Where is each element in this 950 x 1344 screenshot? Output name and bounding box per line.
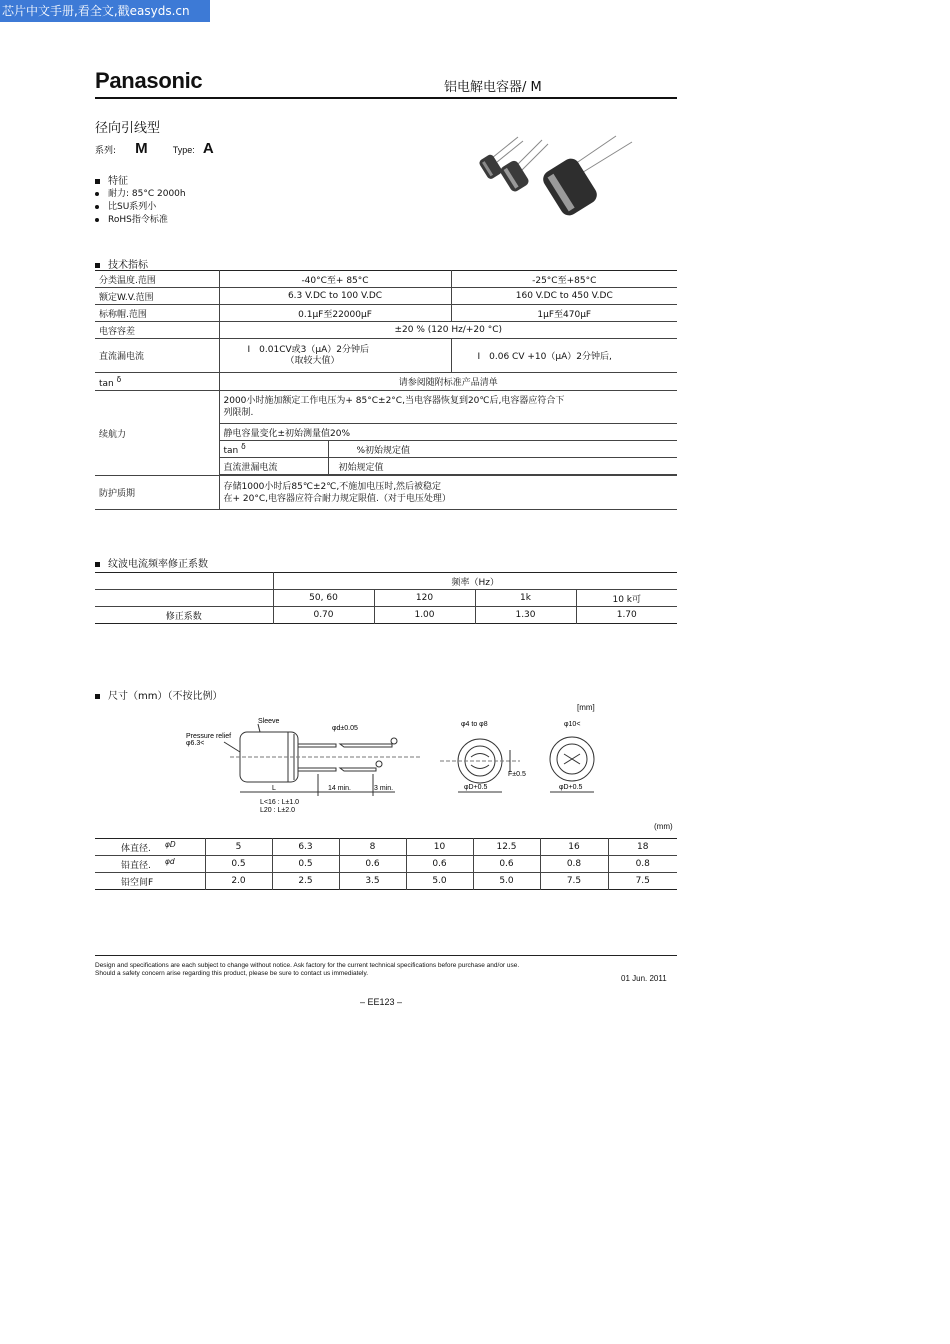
row-label: 直流漏电流 — [95, 339, 219, 373]
label-phi10: φ10< — [564, 721, 581, 728]
row-label: tan $^\delta$ — [95, 373, 219, 391]
cell-value: 160 V.DC to 450 V.DC — [451, 288, 677, 305]
cell-value: 6.3 — [272, 839, 339, 856]
cell-value: -25°C至+85°C — [451, 271, 677, 288]
cell-value: 0.5 — [205, 856, 272, 873]
label-pitch: F±0.5 — [508, 771, 526, 778]
features-section — [95, 175, 186, 227]
cell-value: 18 — [608, 839, 677, 856]
endurance-subtable — [220, 391, 678, 475]
cell-value: 初始规定值 — [328, 458, 677, 475]
table-row — [95, 288, 677, 305]
label-lrule1: L<16 : L±1.0 — [260, 799, 300, 806]
label-phi-range: φ4 to φ8 — [461, 721, 488, 728]
cell-value: 5.0 — [406, 873, 473, 890]
label-14min: 14 min. — [328, 785, 351, 792]
label-diam-tol-2: φD+0.5 — [559, 784, 583, 791]
cell-value — [219, 476, 677, 510]
cell-value: 0.8 — [540, 856, 608, 873]
endurance-cell — [219, 391, 677, 476]
leak-note: （取较大值） — [285, 355, 340, 366]
row-label: 续航力 — [95, 391, 219, 476]
cell-value: 16 — [540, 839, 608, 856]
table-row — [95, 856, 677, 873]
bullet-icon — [95, 218, 99, 222]
type-label: Type: — [172, 145, 195, 155]
factor-value: 1.70 — [576, 607, 677, 624]
square-bullet-icon — [95, 263, 100, 268]
feature-item: 比SU系列小 — [95, 201, 186, 214]
cell-value: 3.5 — [339, 873, 406, 890]
table-row — [95, 339, 677, 373]
empty-cell — [95, 590, 273, 607]
square-bullet-icon — [95, 694, 100, 699]
row-label: 电容容差 — [95, 322, 219, 339]
endurance-desc: 列限制. — [223, 408, 254, 418]
cell-value: 0.6 — [473, 856, 540, 873]
empty-cell — [95, 573, 273, 590]
table-row — [95, 839, 677, 856]
cell-value: 2.0 — [205, 873, 272, 890]
square-bullet-icon — [95, 562, 100, 567]
unit-label: (mm) — [654, 822, 673, 831]
label-3min: 3 min. — [374, 785, 394, 792]
row-label: 防护质期 — [95, 476, 219, 510]
cell-value: 10 — [406, 839, 473, 856]
cell-value: 8 — [339, 839, 406, 856]
disclaimer-line: Design and specifications are each subject to change without notice. Ask factory for the current technical specifications before purchase and/or use. — [95, 962, 520, 969]
label-sleeve: Sleeve — [258, 718, 280, 725]
label-pressure-relief: Pressure relief — [186, 733, 232, 740]
header-rule — [95, 97, 677, 99]
cell-value: 7.5 — [540, 873, 608, 890]
cell-value: -40°C至+ 85°C — [219, 271, 451, 288]
capacitor-product-image — [470, 132, 650, 217]
brand-logo: Panasonic — [95, 68, 203, 93]
series-label: 系列: — [95, 146, 117, 156]
freq-header: 频率（Hz） — [273, 573, 677, 590]
unit-label: [mm] — [577, 703, 595, 712]
row-label: 铅空间F — [121, 877, 154, 888]
factor-value: 1.30 — [475, 607, 576, 624]
cell-value: 5.0 — [473, 873, 540, 890]
cell-value: 0.6 — [406, 856, 473, 873]
footer-note — [95, 962, 519, 978]
table-row — [95, 373, 677, 391]
table-row — [95, 322, 677, 339]
bullet-icon — [95, 192, 99, 196]
leak-formula: I 0.01CV或3（μA）2分钟后 — [247, 344, 369, 355]
shelf-line: 在+ 20°C,电容器应符合耐力规定限值.（对于电压处理） — [223, 493, 451, 504]
cell-value: 1μF至470μF — [451, 305, 677, 322]
page-number: – EE123 – — [360, 997, 403, 1007]
row-label: 额定W.V.范围 — [95, 288, 219, 305]
cell-value: I 0.06 CV +10（μA）2分钟后, — [451, 339, 677, 373]
factor-value: 1.00 — [374, 607, 475, 624]
cell-value: 0.1μF至22000μF — [219, 305, 451, 322]
table-row — [95, 873, 677, 890]
document-title: 铝电解电容器/ M — [444, 80, 542, 95]
cell-value: %初始规定值 — [328, 441, 677, 458]
feature-item: 耐力: 85°C 2000h — [95, 188, 186, 201]
row-label: 标称帽.范围 — [95, 305, 219, 322]
cell-value: 0.8 — [608, 856, 677, 873]
shelf-line: 存储1000小时后85℃±2℃,不施加电压时,然后被稳定 — [223, 481, 442, 492]
specs-table — [95, 270, 677, 510]
cell-value: 5 — [205, 839, 272, 856]
series-value: M — [135, 140, 148, 157]
table-row — [95, 391, 677, 476]
cell-value: 6.3 V.DC to 100 V.DC — [219, 288, 451, 305]
row-label: 分类温度.范围 — [95, 271, 219, 288]
type-value: A — [202, 140, 214, 157]
freq-value: 1k — [475, 590, 576, 607]
disclaimer-line: Should a safety concern arise regarding this product, please be sure to contact us immediately. — [95, 970, 369, 977]
cell-label: tan $^\delta$ — [220, 441, 329, 458]
ripple-table — [95, 572, 677, 624]
specs-heading: 技术指标 — [95, 256, 148, 271]
square-bullet-icon — [95, 179, 100, 184]
freq-value: 10 k可 — [576, 590, 677, 607]
footer-rule — [95, 955, 677, 956]
cell-value: 0.6 — [339, 856, 406, 873]
freq-value: 120 — [374, 590, 475, 607]
label-l: L — [272, 785, 276, 792]
dimension-drawing — [180, 712, 610, 817]
dimensions-heading: 尺寸（mm）（不按比例） — [95, 687, 222, 702]
table-row — [95, 305, 677, 322]
cell-value: 12.5 — [473, 839, 540, 856]
cell-value: 静电容量变化±初始测量值20% — [220, 424, 678, 441]
features-heading: 特征 — [95, 175, 186, 188]
cell-value: ±20 % (120 Hz/+20 °C) — [219, 322, 677, 339]
watermark-banner[interactable]: 芯片中文手册,看全文,戳easyds.cn — [0, 0, 210, 22]
row-label: 铅直径. $^{\varphi d}$ — [95, 856, 205, 873]
label-lead-dia: φd±0.05 — [332, 725, 358, 732]
series-line — [95, 138, 214, 157]
page-subtitle: 径向引线型 — [95, 121, 161, 136]
cell-value: 请参阅随附标准产品清单 — [219, 373, 677, 391]
cell-value: 7.5 — [608, 873, 677, 890]
cell-label: 直流泄漏电流 — [220, 458, 329, 475]
ripple-heading: 纹波电流频率修正系数 — [95, 555, 208, 570]
label-lrule2: L20 : L±2.0 — [260, 807, 295, 814]
freq-value: 50, 60 — [273, 590, 374, 607]
label-pr-size: φ6.3< — [186, 740, 205, 747]
cell-value: 2.5 — [272, 873, 339, 890]
row-label: 体直径. $^{\varphi D}$ — [95, 839, 205, 856]
table-row — [95, 271, 677, 288]
bullet-icon — [95, 205, 99, 209]
endurance-desc: 2000小时施加额定工作电压为+ 85°C±2°C,当电容器恢复到20℃后,电容器应符合下 — [223, 396, 565, 406]
cell-value: 0.5 — [272, 856, 339, 873]
label-diam-tol: φD+0.5 — [464, 784, 488, 791]
feature-item: RoHS指令标准 — [95, 214, 186, 227]
cell-value — [219, 339, 451, 373]
table-row — [95, 476, 677, 510]
factor-value: 0.70 — [273, 607, 374, 624]
factor-label: 修正系数 — [165, 611, 202, 622]
dimension-table — [95, 838, 677, 890]
cell-value — [220, 391, 678, 424]
revision-date: 01 Jun. 2011 — [621, 974, 667, 983]
